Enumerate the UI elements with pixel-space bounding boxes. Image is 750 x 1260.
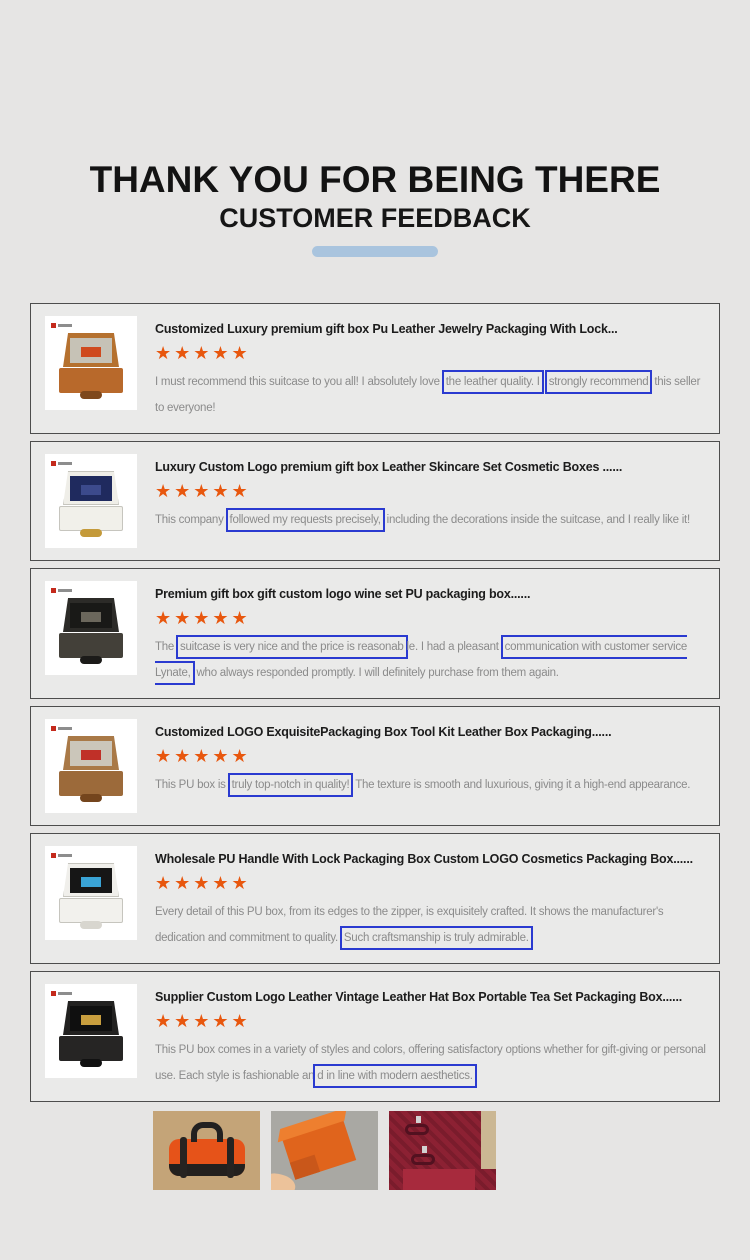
review-card bbox=[30, 303, 720, 434]
review-text-segment: le. I had a pleasant bbox=[406, 641, 502, 653]
review-content bbox=[155, 454, 709, 548]
suitcase-contents bbox=[81, 1015, 101, 1025]
brand-logo-text bbox=[58, 854, 72, 857]
suitcase-contents bbox=[81, 750, 101, 760]
page-title: THANK YOU FOR BEING THERE bbox=[89, 159, 661, 200]
suitcase-lid-interior bbox=[70, 338, 112, 363]
highlighted-phrase: Such craftsmanship is truly admirable. bbox=[340, 926, 533, 950]
review-text bbox=[155, 507, 709, 533]
review-title: Wholesale PU Handle With Lock Packaging Box Custom LOGO Cosmetics Packaging Box...... bbox=[155, 852, 693, 866]
review-content bbox=[155, 581, 709, 686]
review-card bbox=[30, 706, 720, 826]
star-rating: ★★★★★ bbox=[155, 608, 251, 628]
product-image bbox=[45, 984, 137, 1078]
review-text-segment: This PU box comes in a variety of styles and colors, offering satisfactory options whether for gift-giving or personal use. Each style is fashionable an bbox=[155, 1044, 706, 1082]
review-text-segment: The bbox=[155, 641, 178, 653]
suitcase-handle bbox=[80, 921, 102, 929]
brand-logo-text bbox=[58, 589, 72, 592]
star-rating: ★★★★★ bbox=[155, 746, 251, 766]
case-lock bbox=[416, 1116, 421, 1123]
product-image bbox=[45, 581, 137, 675]
review-text-segment: This PU box is bbox=[155, 779, 229, 791]
orange-bag-strap bbox=[180, 1137, 187, 1178]
review-text-segment: this seller to everyone! bbox=[155, 376, 701, 414]
suitcase-base bbox=[59, 898, 123, 923]
red-case-handle bbox=[405, 1124, 429, 1135]
brand-logo-icon bbox=[51, 991, 72, 996]
suitcase-base bbox=[59, 771, 123, 796]
review-text bbox=[155, 369, 709, 421]
review-text bbox=[155, 899, 709, 951]
cardboard-strip bbox=[481, 1111, 496, 1169]
red-case-front bbox=[403, 1169, 475, 1190]
product-image bbox=[45, 454, 137, 548]
suitcase-handle bbox=[80, 656, 102, 664]
title-underline bbox=[312, 246, 438, 257]
suitcase-base bbox=[59, 633, 123, 658]
orange-bag-strap bbox=[227, 1137, 234, 1178]
review-title: Customized Luxury premium gift box Pu Leather Jewelry Packaging With Lock... bbox=[155, 322, 618, 336]
highlighted-phrase: followed my requests precisely, bbox=[226, 508, 385, 532]
product-image bbox=[45, 719, 137, 813]
review-card bbox=[30, 833, 720, 964]
suitcase-lid-interior bbox=[70, 868, 112, 893]
suitcase-base bbox=[59, 1036, 123, 1061]
review-text bbox=[155, 634, 709, 686]
review-title: Premium gift box gift custom logo wine set PU packaging box...... bbox=[155, 587, 531, 601]
suitcase-lid-interior bbox=[70, 476, 112, 501]
brand-logo-icon bbox=[51, 461, 72, 466]
highlighted-phrase: communication with customer service Lynate, bbox=[155, 635, 687, 685]
suitcase-lid bbox=[63, 333, 119, 367]
brand-logo-text bbox=[58, 992, 72, 995]
brand-logo-icon bbox=[51, 726, 72, 731]
brand-logo-mark bbox=[51, 323, 56, 328]
case-lock bbox=[422, 1146, 427, 1153]
review-content bbox=[155, 316, 709, 421]
brand-logo-text bbox=[58, 727, 72, 730]
review-text-segment: The texture is smooth and luxurious, giving it a high-end appearance. bbox=[352, 779, 691, 791]
orange-bag-handle bbox=[191, 1122, 223, 1142]
brand-logo-mark bbox=[51, 991, 56, 996]
footer-photo-red-suitcases bbox=[389, 1111, 496, 1190]
star-rating: ★★★★★ bbox=[155, 481, 251, 501]
product-image bbox=[45, 846, 137, 940]
suitcase-handle bbox=[80, 529, 102, 537]
brand-logo-icon bbox=[51, 853, 72, 858]
suitcase-contents bbox=[81, 877, 101, 887]
review-text bbox=[155, 772, 709, 798]
review-card bbox=[30, 441, 720, 561]
suitcase-contents bbox=[81, 347, 101, 357]
product-image bbox=[45, 316, 137, 410]
highlighted-phrase: strongly recommend bbox=[545, 370, 653, 394]
review-text bbox=[155, 1037, 709, 1089]
suitcase-contents bbox=[81, 485, 101, 495]
review-text-segment: who always responded promptly. I will definitely purchase from them again. bbox=[193, 667, 559, 679]
review-content bbox=[155, 846, 709, 951]
brand-logo-mark bbox=[51, 853, 56, 858]
suitcase-handle bbox=[80, 794, 102, 802]
review-text-segment: including the decorations inside the suitcase, and I really like it! bbox=[383, 514, 690, 526]
brand-logo-mark bbox=[51, 726, 56, 731]
highlighted-phrase: the leather quality. I bbox=[442, 370, 544, 394]
footer-photo-orange-bag bbox=[153, 1111, 260, 1190]
suitcase-lid bbox=[63, 598, 119, 632]
header bbox=[0, 0, 750, 257]
highlighted-phrase: suitcase is very nice and the price is reasonab bbox=[176, 635, 407, 659]
star-rating: ★★★★★ bbox=[155, 873, 251, 893]
review-text-segment: I must recommend this suitcase to you all! I absolutely love bbox=[155, 376, 443, 388]
brand-logo-mark bbox=[51, 588, 56, 593]
suitcase-base bbox=[59, 368, 123, 393]
brand-logo-mark bbox=[51, 461, 56, 466]
orange-box-flap bbox=[290, 1155, 320, 1180]
footer-photo-orange-box bbox=[271, 1111, 378, 1190]
brand-logo-icon bbox=[51, 323, 72, 328]
review-card bbox=[30, 568, 720, 699]
suitcase-base bbox=[59, 506, 123, 531]
review-card bbox=[30, 971, 720, 1102]
orange-box-lid bbox=[278, 1111, 347, 1142]
suitcase-lid-interior bbox=[70, 741, 112, 766]
brand-logo-icon bbox=[51, 588, 72, 593]
review-title: Luxury Custom Logo premium gift box Leather Skincare Set Cosmetic Boxes ...... bbox=[155, 460, 623, 474]
suitcase-handle bbox=[80, 391, 102, 399]
footer-photo-strip bbox=[153, 1111, 750, 1190]
suitcase-contents bbox=[81, 612, 101, 622]
reviews-list bbox=[30, 303, 720, 1102]
review-content bbox=[155, 719, 709, 813]
suitcase-lid bbox=[63, 1001, 119, 1035]
highlighted-phrase: d in line with modern aesthetics. bbox=[313, 1064, 476, 1088]
review-text-segment: This company bbox=[155, 514, 227, 526]
review-content bbox=[155, 984, 709, 1089]
suitcase-lid bbox=[63, 736, 119, 770]
review-title: Supplier Custom Logo Leather Vintage Leather Hat Box Portable Tea Set Packaging Box...... bbox=[155, 990, 682, 1004]
suitcase-lid-interior bbox=[70, 1006, 112, 1031]
review-title: Customized LOGO ExquisitePackaging Box Tool Kit Leather Box Packaging...... bbox=[155, 725, 612, 739]
star-rating: ★★★★★ bbox=[155, 1011, 251, 1031]
suitcase-lid bbox=[63, 863, 119, 897]
suitcase-lid bbox=[63, 471, 119, 505]
orange-box-body bbox=[282, 1118, 356, 1180]
suitcase-lid-interior bbox=[70, 603, 112, 628]
brand-logo-text bbox=[58, 462, 72, 465]
highlighted-phrase: truly top-notch in quality! bbox=[228, 773, 354, 797]
page-subtitle: CUSTOMER FEEDBACK bbox=[219, 203, 531, 233]
suitcase-handle bbox=[80, 1059, 102, 1067]
star-rating: ★★★★★ bbox=[155, 343, 251, 363]
red-case-handle bbox=[411, 1154, 435, 1165]
brand-logo-text bbox=[58, 324, 72, 327]
review-text-segment: Every detail of this PU box, from its edges to the zipper, is exquisitely crafted. It shows the manufacturer's dedication and commitment to quality. bbox=[155, 906, 664, 944]
